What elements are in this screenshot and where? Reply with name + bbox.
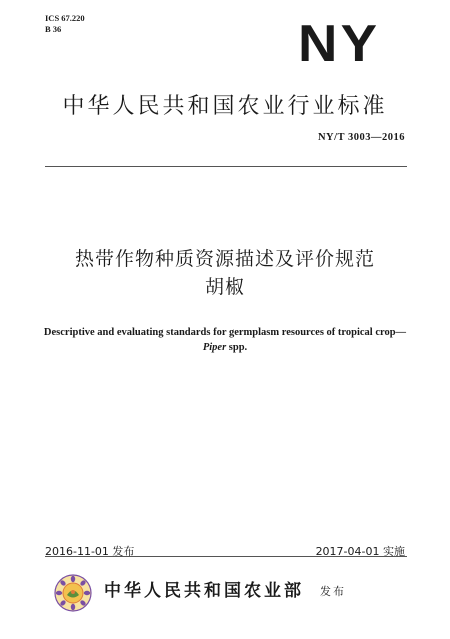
publish-label: 发布 (320, 585, 346, 598)
ics-code: ICS 67.220 (45, 13, 85, 23)
standard-category-title: 中华人民共和国农业行业标准 (62, 94, 388, 119)
standard-number: NY/T 3003—2016 (317, 132, 405, 143)
header-divider (45, 166, 407, 167)
species-suffix: spp. (226, 342, 248, 353)
ministry-emblem-icon (54, 574, 92, 612)
implementation-date: 2017-04-01 实施 (315, 545, 405, 558)
ny-logo: NY (298, 15, 381, 73)
ccs-code: B 36 (45, 24, 62, 34)
document-title: 热带作物种质资源描述及评价规范 (74, 248, 375, 270)
ministry-name: 中华人民共和国农业部 (104, 581, 304, 601)
english-title: Descriptive and evaluating standards for germplasm resources of tropical crop— (43, 327, 407, 338)
classification-codes (45, 13, 85, 35)
latin-genus: Piper (202, 342, 227, 353)
document-subtitle: 胡椒 (204, 276, 245, 298)
issue-date: 2016-11-01 发布 (45, 545, 135, 558)
footer-divider (45, 556, 407, 557)
english-species (0, 341, 450, 355)
